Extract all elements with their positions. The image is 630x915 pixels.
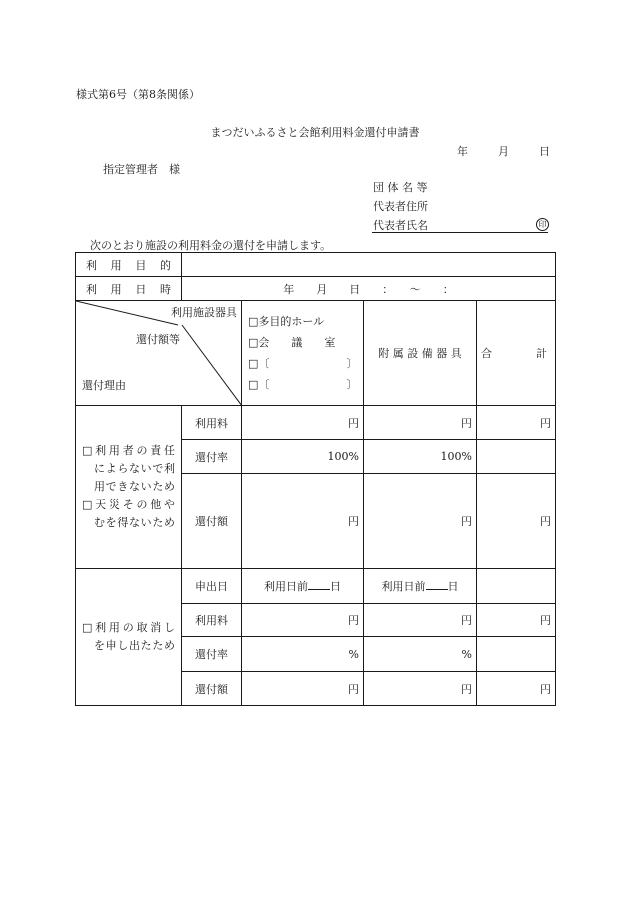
s1-rate-equipment: 100% [364,440,477,474]
rep-name-underline [372,232,548,233]
s1-refund-equipment[interactable]: 円 [364,474,477,569]
facility-header: 利用施設器具 [171,306,237,319]
facility-option-meeting-room[interactable]: □会 議 室 [248,336,336,349]
form-number: 様式第6号（第8条関係） [76,88,200,101]
s2-rate-equipment[interactable]: % [364,637,477,672]
addressee: 指定管理者 様 [103,163,180,176]
s1-fee-total[interactable]: 円 [477,406,556,440]
s1-fee-equipment[interactable]: 円 [364,406,477,440]
datetime-field[interactable]: 年 月 日 ： ～ ： [182,277,556,301]
s1-rate-total[interactable] [477,440,556,474]
s2-refund-equipment[interactable]: 円 [364,672,477,706]
document-title: まつだいふるさと会館利用料金還付申請書 [210,126,420,139]
facility-option-other-1[interactable]: □〔 〕 [248,357,358,370]
s2-days-blank-2[interactable] [426,579,448,590]
s2-fee-equipment[interactable]: 円 [364,604,477,637]
date-line [457,143,550,159]
s2-apply-date-total[interactable] [477,569,556,604]
s2-fee-total[interactable]: 円 [477,604,556,637]
reason-2-line-2: むを得ないため [94,516,175,529]
s1-rate-label: 還付率 [182,440,242,474]
s2-before-use-1: 利用日前 [264,580,308,593]
s2-refund-facility[interactable]: 円 [242,672,364,706]
month-label: 月 [498,145,509,158]
s2-day-unit-2: 日 [447,580,459,593]
s2-rate-facility[interactable]: % [242,637,364,672]
reason-header: 還付理由 [82,379,126,392]
s1-fee-facility[interactable]: 円 [242,406,364,440]
day-label: 日 [539,145,550,158]
reason-1-line-3: 用できないため [94,480,175,493]
s2-fee-facility[interactable]: 円 [242,604,364,637]
reason-1-line-1[interactable]: □利用者の責任 [82,444,175,457]
reason-1-line-2: によらないで利 [94,462,175,475]
facility-options [242,301,364,406]
seal-mark: 印 [536,218,549,231]
purpose-field[interactable] [182,253,556,277]
org-name-label: 団 体 名 等 [373,181,428,194]
equipment-header: 附 属 設 備 器 具 [364,301,477,406]
s1-refund-total[interactable]: 円 [477,474,556,569]
refund-amount-header: 還付額等 [136,333,180,346]
s1-fee-label: 利用料 [182,406,242,440]
reason-cell-1 [76,406,182,569]
s2-rate-label: 還付率 [182,637,242,672]
reason-2-line-1[interactable]: □天災その他や [82,498,175,511]
facility-option-other-2[interactable]: □〔 〕 [248,378,358,391]
s2-apply-date-facility[interactable] [242,569,364,604]
reason-3-line-2: を申し出たため [94,639,175,652]
s2-apply-date-label: 申出日 [182,569,242,604]
facility-option-hall[interactable]: □多目的ホール [248,315,325,328]
s1-rate-facility: 100% [242,440,364,474]
s2-before-use-2: 利用日前 [381,580,426,593]
rep-name-label: 代表者氏名 [373,219,428,232]
refund-form-table [75,252,556,706]
year-label: 年 [457,145,468,158]
s2-fee-label: 利用料 [182,604,242,637]
header-diagonal-cell [76,301,242,406]
s2-rate-total[interactable] [477,637,556,672]
intro-text: 次のとおり施設の利用料金の還付を申請します。 [90,239,332,252]
s1-refund-facility[interactable]: 円 [242,474,364,569]
s2-apply-date-equipment[interactable] [364,569,477,604]
datetime-label: 利 用 日 時 [76,277,182,301]
s2-days-blank-1[interactable] [308,579,330,590]
s2-refund-label: 還付額 [182,672,242,706]
s2-refund-total[interactable]: 円 [477,672,556,706]
s2-day-unit-1: 日 [330,580,341,593]
reason-3-line-1[interactable]: □利用の取消し [82,621,175,634]
purpose-label: 利 用 目 的 [76,253,182,277]
total-header: 合 計 [477,301,556,406]
rep-address-label: 代表者住所 [373,200,428,213]
s1-refund-label: 還付額 [182,474,242,569]
reason-cell-2 [76,569,182,706]
